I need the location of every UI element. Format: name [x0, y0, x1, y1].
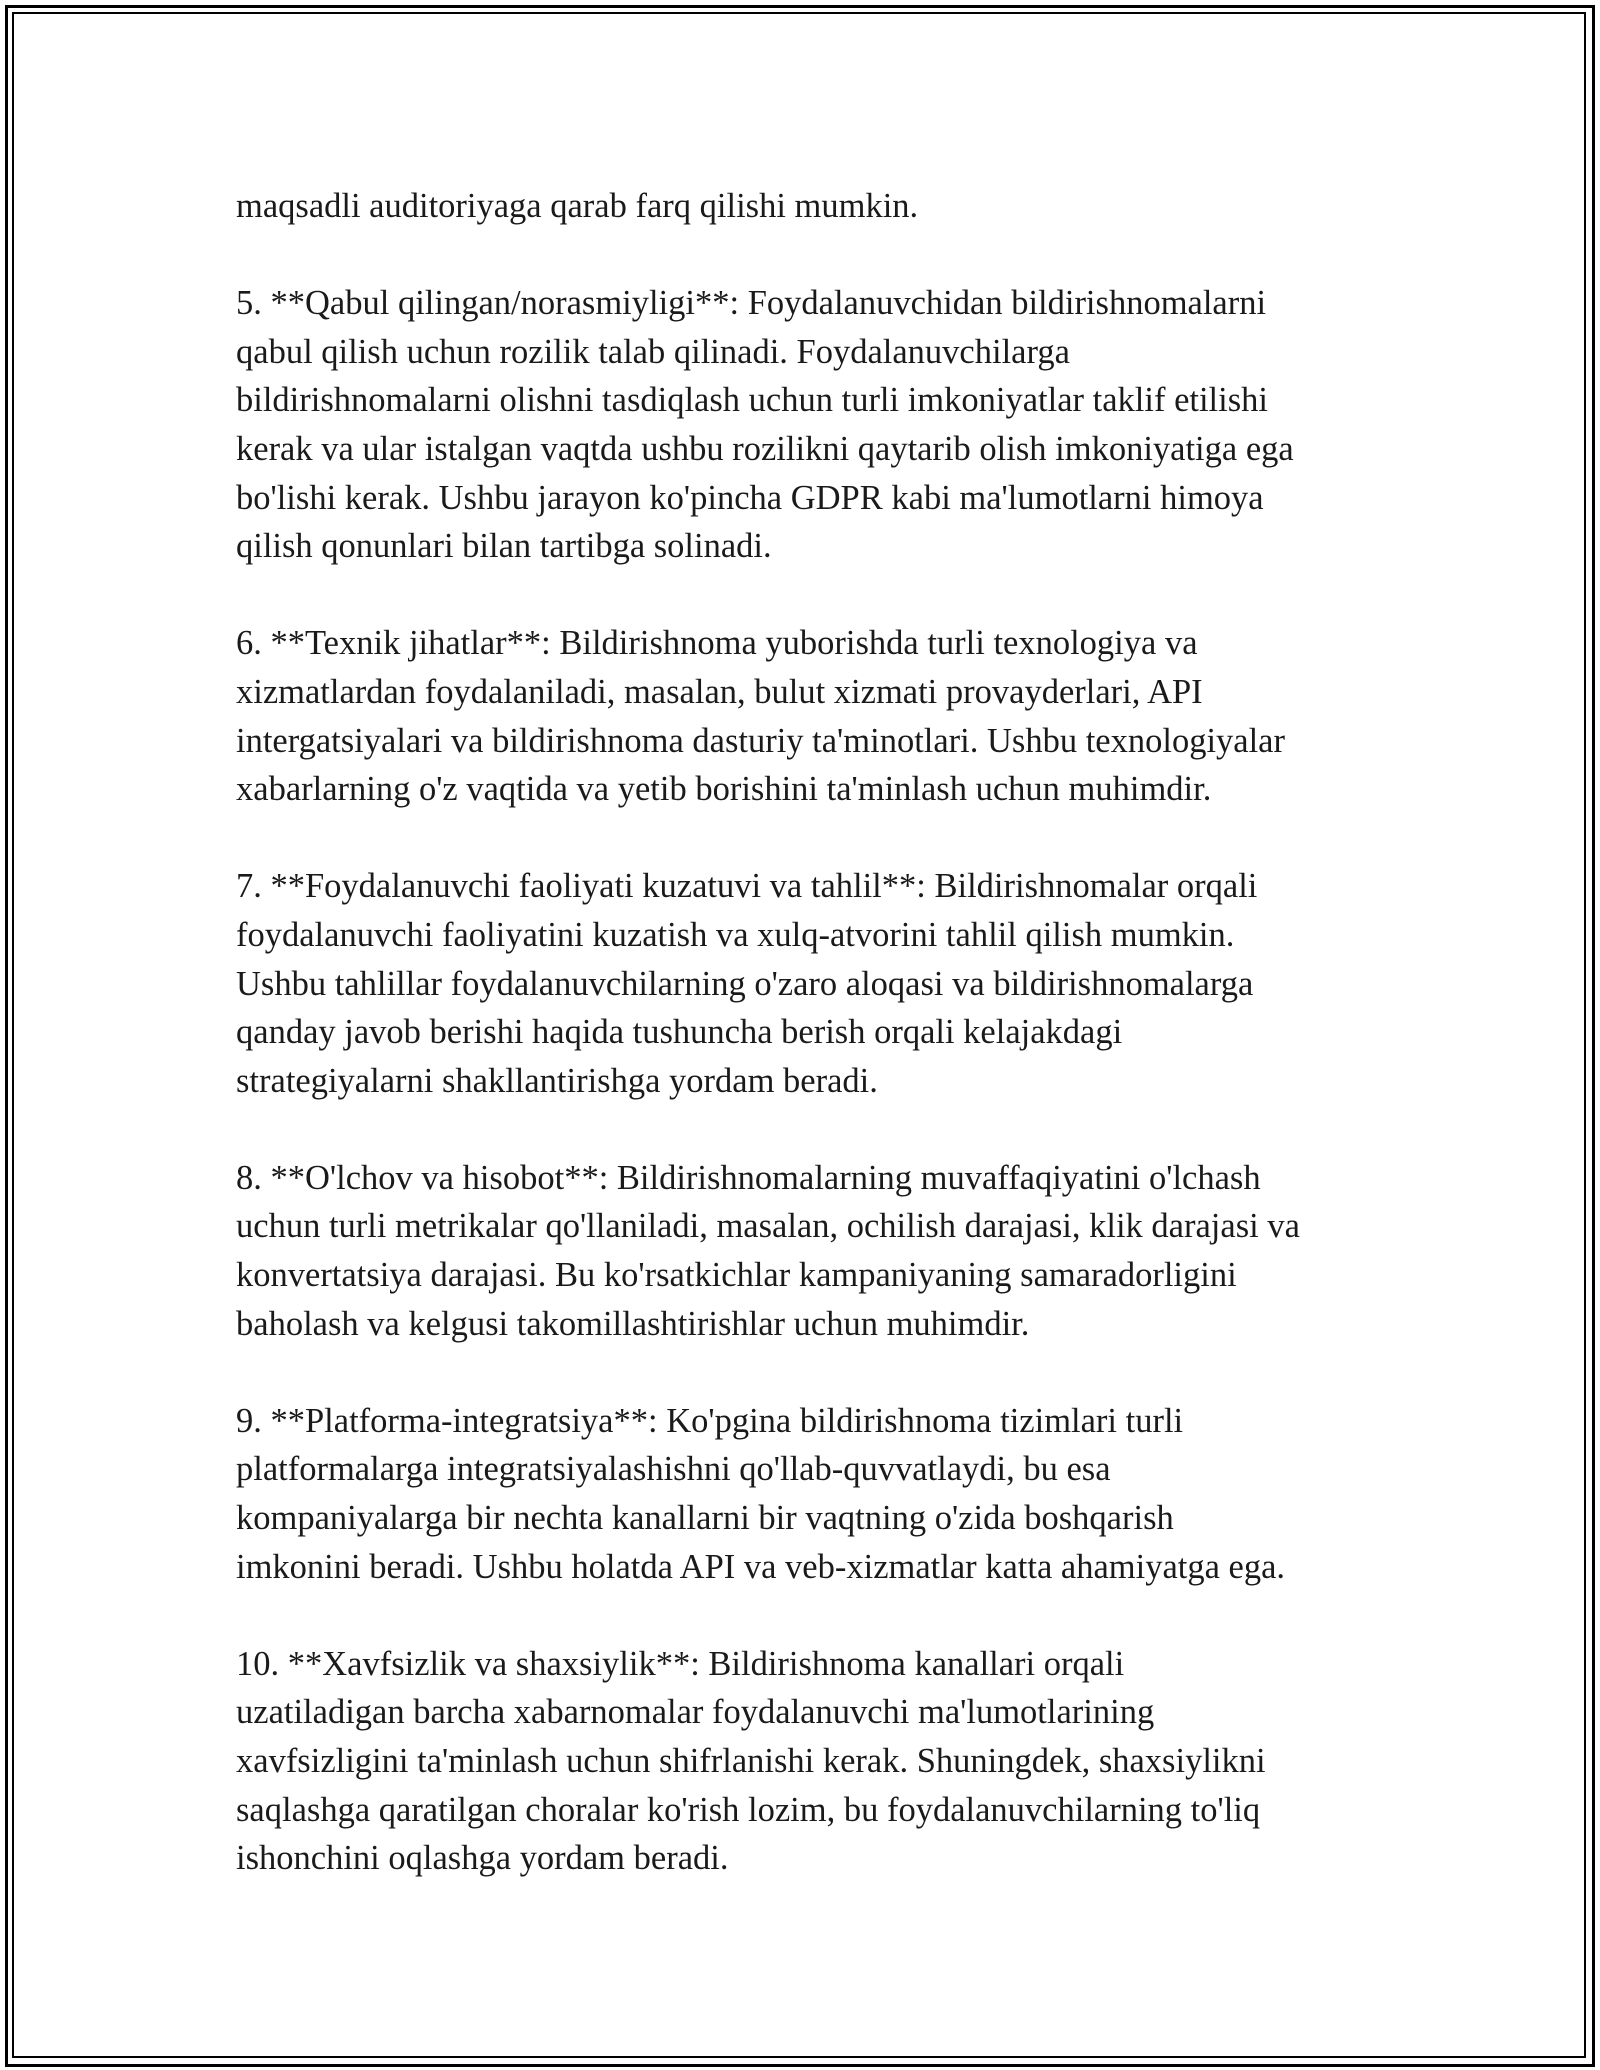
- paragraph-item-5: [236, 279, 1376, 571]
- text-line: bildirishnomalarni olishni tasdiqlash uchun turli imkoniyatlar taklif etilishi: [236, 381, 1268, 420]
- text-line: xabarlarning o'z vaqtida va yetib borishini ta'minlash uchun muhimdir.: [236, 770, 1212, 809]
- text-line: platformalarga integratsiyalashishni qo'llab-quvvatlaydi, bu esa: [236, 1450, 1111, 1489]
- paragraph-item-7: [236, 862, 1376, 1105]
- text-line: baholash va kelgusi takomillashtirishlar uchun muhimdir.: [236, 1304, 1030, 1343]
- text-line: uzatiladigan barcha xabarnomalar foydalanuvchi ma'lumotlarining: [236, 1693, 1155, 1732]
- text-line: strategiyalarni shakllantirishga yordam beradi.: [236, 1061, 878, 1100]
- text-line: Ushbu tahlillar foydalanuvchilarning o'zaro aloqasi va bildirishnomalarga: [236, 964, 1254, 1003]
- text-line: qabul qilish uchun rozilik talab qilinadi. Foydalanuvchilarga: [236, 332, 1070, 371]
- document-body: [236, 182, 1376, 1931]
- text-line: ishonchini oqlashga yordam beradi.: [236, 1839, 729, 1878]
- text-line: qilish qonunlari bilan tartibga solinadi.: [236, 527, 772, 566]
- text-line: xavfsizligini ta'minlash uchun shifrlanishi kerak. Shuningdek, shaxsiylikni: [236, 1742, 1266, 1780]
- text-line: 5. **Qabul qilingan/norasmiyligi**: Foydalanuvchidan bildirishnomalarni: [236, 284, 1267, 323]
- text-line: 7. **Foydalanuvchi faoliyati kuzatuvi va tahlil**: Bildirishnomalar orqali: [236, 867, 1258, 906]
- text-line: foydalanuvchi faoliyatini kuzatish va xulq-atvorini tahlil qilish mumkin.: [236, 915, 1235, 954]
- text-line: konvertatsiya darajasi. Bu ko'rsatkichlar kampaniyaning samaradorligini: [236, 1256, 1237, 1295]
- text-line: imkonini beradi. Ushbu holatda API va veb-xizmatlar katta ahamiyatga ega.: [236, 1547, 1286, 1586]
- text-line: bo'lishi kerak. Ushbu jarayon ko'pincha GDPR kabi ma'lumotlarni himoya: [236, 478, 1264, 517]
- text-line: 6. **Texnik jihatlar**: Bildirishnoma yuborishda turli texnologiya va: [236, 624, 1198, 663]
- paragraph-item-6: [236, 619, 1376, 813]
- text-line: kerak va ular istalgan vaqtda ushbu rozilikni qaytarib olish imkoniyatiga ega: [236, 429, 1294, 468]
- text-line: maqsadli auditoriyaga qarab farq qilishi mumkin.: [236, 187, 919, 225]
- text-line: 9. **Platforma-integratsiya**: Ko'pgina bildirishnoma tizimlari turli: [236, 1401, 1184, 1440]
- text-line: intergatsiyalari va bildirishnoma dasturiy ta'minotlari. Ushbu texnologiyalar: [236, 721, 1285, 760]
- paragraph-item-8: [236, 1154, 1376, 1348]
- paragraph-item-10: [236, 1640, 1376, 1883]
- text-line: 8. **O'lchov va hisobot**: Bildirishnomalarning muvaffaqiyatini o'lchash: [236, 1158, 1261, 1197]
- text-line: kompaniyalarga bir nechta kanallarni bir vaqtning o'zida boshqarish: [236, 1499, 1174, 1538]
- text-line: saqlashga qaratilgan choralar ko'rish lozim, bu foydalanuvchilarning to'liq: [236, 1790, 1261, 1829]
- text-line: 10. **Xavfsizlik va shaxsiylik**: Bildirishnoma kanallari orqali: [236, 1644, 1125, 1683]
- paragraph-intro-continuation: [236, 182, 1376, 231]
- paragraph-item-9: [236, 1397, 1376, 1591]
- text-line: xizmatlardan foydalaniladi, masalan, bulut xizmati provayderlari, API: [236, 672, 1203, 711]
- text-line: uchun turli metrikalar qo'llaniladi, masalan, ochilish darajasi, klik darajasi va: [236, 1207, 1300, 1246]
- text-line: qanday javob berishi haqida tushuncha berish orqali kelajakdagi: [236, 1013, 1123, 1052]
